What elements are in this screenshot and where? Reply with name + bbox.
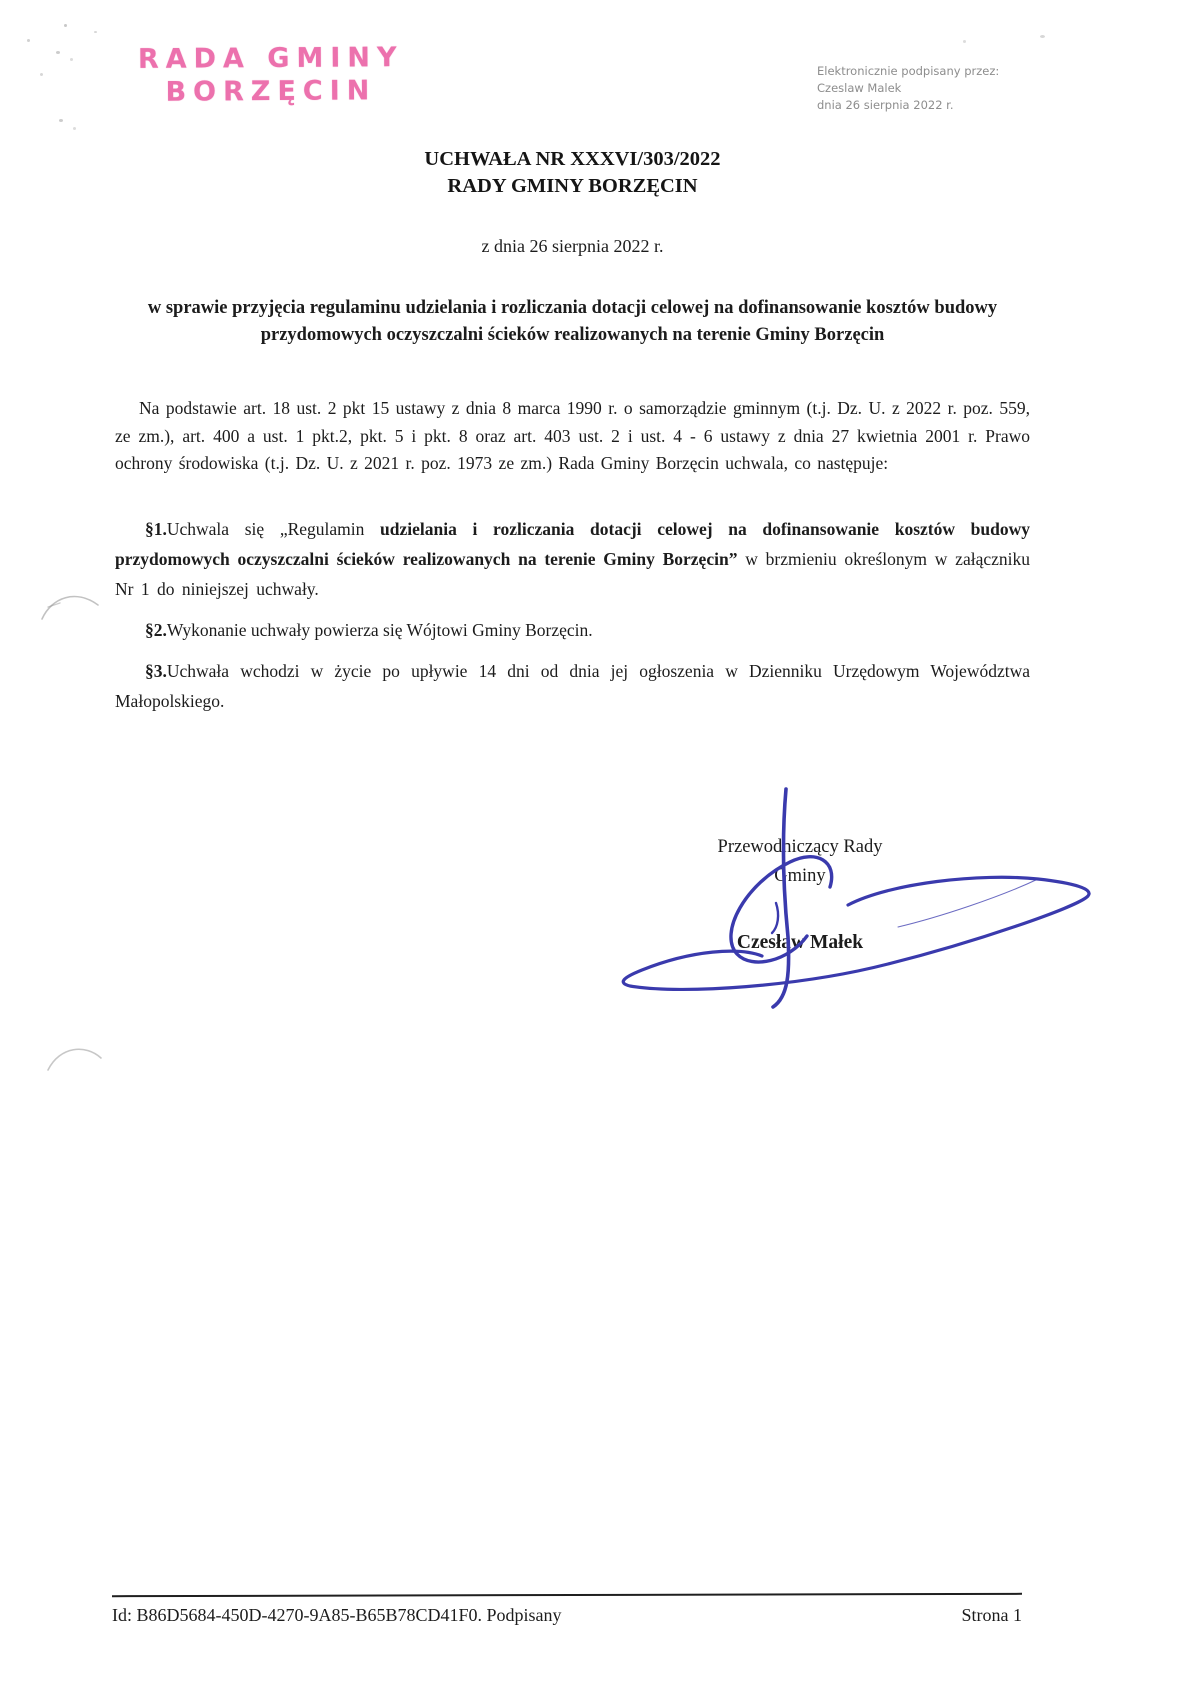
paragraph-1-lead: Uchwala się „Regulamin: [166, 518, 381, 539]
resolution-number: UCHWAŁA NR XXXVI/303/2022: [424, 148, 721, 170]
resolution-title: [115, 146, 1030, 200]
paragraph-1: [115, 514, 1030, 604]
signature-block: [600, 833, 1000, 957]
scan-speck: [40, 73, 43, 76]
paragraph-3: [115, 656, 1030, 716]
stamp-line2: BORZĘCIN: [165, 75, 377, 108]
paragraph-2-text: Wykonanie uchwały powierza się Wójtowi Gminy Borzęcin.: [166, 619, 593, 640]
scan-speck: [56, 51, 60, 54]
scan-arc-artifact: [44, 1040, 106, 1086]
scan-speck: [1040, 35, 1045, 38]
stamp-line1: RADA GMINY: [137, 42, 404, 75]
scan-speck: [70, 58, 73, 61]
paragraph-2-marker: §2.: [145, 619, 167, 640]
esign-line2: Czeslaw Malek: [817, 81, 902, 95]
paragraph-1-marker: §1.: [145, 518, 167, 539]
footer-divider: [112, 1593, 1022, 1597]
scan-speck: [73, 127, 76, 130]
scan-speck: [59, 119, 63, 122]
signer-role-line2: Gminy: [774, 866, 826, 886]
scan-speck: [27, 39, 30, 42]
document-id: Id: B86D5684-450D-4270-9A85-B65B78CD41F0. Podpisany: [112, 1605, 562, 1625]
paragraph-3-marker: §3.: [145, 660, 167, 681]
page-footer: [112, 1605, 1022, 1626]
scan-speck: [64, 24, 67, 27]
esign-line1: Elektronicznie podpisany przez:: [817, 64, 1000, 78]
signer-role-line1: Przewodniczący Rady: [717, 837, 883, 857]
paragraph-3-text: Uchwała wchodzi w życie po upływie 14 dni od dnia jej ogłoszenia w Dzienniku Urzędowym Województwa Małopolskiego.: [115, 660, 1030, 711]
resolution-subject: w sprawie przyjęcia regulaminu udzielania i rozliczania dotacji celowej na dofinansowanie kosztów budowy przydomowych oczyszczalni ścieków realizowanych na terenie Gminy Borzęcin: [147, 298, 998, 345]
paragraph-2: [115, 615, 1030, 645]
paragraph-1-tail: w brzmieniu określonym w załączniku Nr 1 do niniejszej uchwały.: [115, 548, 1030, 599]
signer-name: Czesław Małek: [736, 932, 864, 953]
document-body: [115, 0, 1030, 716]
resolution-date: z dnia 26 sierpnia 2022 r.: [481, 236, 664, 256]
paragraph-1-bold: udzielania i rozliczania dotacji celowej na dofinansowanie kosztów budowy przydomowych oczyszczalni ścieków realizowanych na terenie Gminy Borzęcin”: [115, 518, 1030, 569]
legal-basis-paragraph: Na podstawie art. 18 ust. 2 pkt 15 ustawy z dnia 8 marca 1990 r. o samorządzie gminnym (t.j. Dz. U. z 2022 r. poz. 559, ze zm.), art. 400 a ust. 1 pkt.2, pkt. 5 i pkt. 8 oraz art. 403 ust. 2 i ust. 4 - 6 ustawy z dnia 27 kwietnia 2001 r. Prawo ochrony środowiska (t.j. Dz. U. z 2021 r. poz. 1973 ze zm.) Rada Gminy Borzęcin uchwala, co następuje:: [115, 398, 1030, 473]
scan-arc-artifact: [36, 585, 106, 633]
issuing-body: RADY GMINY BORZĘCIN: [447, 175, 698, 197]
scan-speck: [94, 31, 97, 33]
esign-line3: dnia 26 sierpnia 2022 r.: [817, 98, 954, 112]
page-number: Strona 1: [961, 1605, 1022, 1625]
